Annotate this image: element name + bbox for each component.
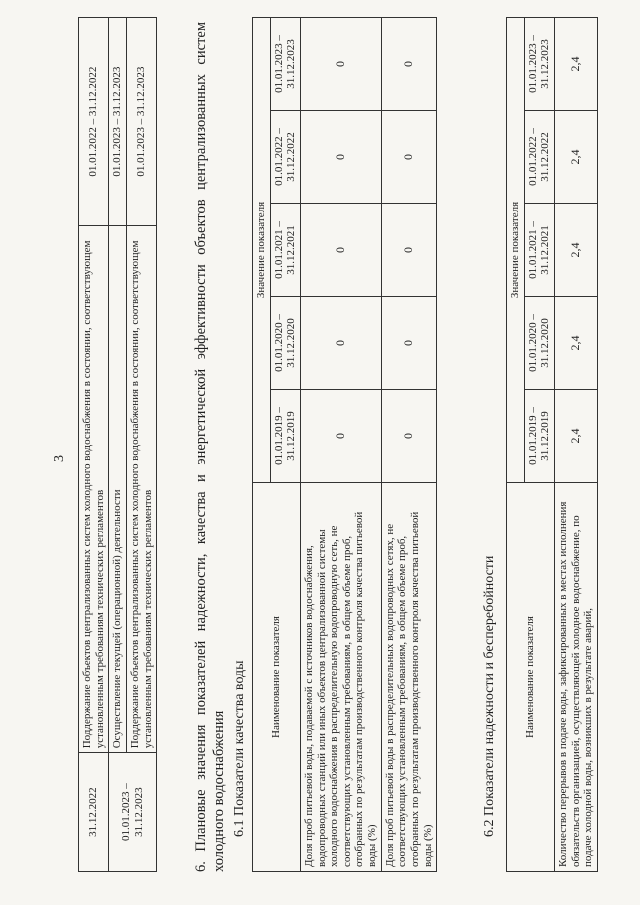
- value-cell: 0: [381, 297, 437, 390]
- page-number: 3: [52, 455, 67, 462]
- measure-cell: Поддержание объектов централизованных систем холодного водоснабжения в состоянии, соответствующем установленным требованиям технических регламентов: [79, 226, 109, 753]
- period-header: 01.01.2019 – 31.12.2019: [524, 390, 554, 483]
- period-header: 01.01.2021 – 31.12.2021: [524, 204, 554, 297]
- dates-cell: 01.01.2022 – 31.12.2022: [79, 18, 109, 226]
- value-cell: 2,4: [554, 390, 597, 483]
- measure-cell: Осуществление текущей (операционной) деятельности: [109, 226, 127, 753]
- value-cell: 0: [300, 297, 381, 390]
- subsection-heading: 6.1 Показатели качества воды: [232, 660, 247, 837]
- value-cell: 2,4: [554, 297, 597, 390]
- dates-cell: 01.01.2023 – 31.12.2023: [126, 18, 156, 226]
- indicator-name: Доля проб питьевой воды, подаваемой с источников водоснабжения, водопроводных станций или иных объектов централизованной системы холодного водоснабжения в распределительную водопроводную сеть, не соответствующих установленным требованиям, в общем объеме проб, отобранных по результатам производственного контроля качества питьевой воды (%): [300, 483, 381, 872]
- period-cell: 31.12.2022: [79, 753, 109, 872]
- dates-cell: 01.01.2023 – 31.12.2023: [109, 18, 127, 226]
- period-header: 01.01.2022 – 31.12.2022: [524, 111, 554, 204]
- col-name-header: Наименование показателя: [253, 483, 301, 872]
- table-row: [300, 18, 381, 872]
- value-cell: 0: [300, 204, 381, 297]
- value-cell: 0: [381, 111, 437, 204]
- value-cell: 0: [300, 18, 381, 111]
- period-header: 01.01.2019 – 31.12.2019: [270, 390, 300, 483]
- subsection-heading: 6.2 Показатели надежности и бесперебойности: [482, 555, 497, 837]
- indicator-name: Количество перерывов в подаче воды, зафиксированных в местах исполнения обязательств организацией, осуществляющей холодное водоснабжение, по подаче холодной воды, возникших в результате аварий,: [554, 483, 597, 872]
- value-cell: 0: [381, 18, 437, 111]
- section-heading: 6. Плановые значения показателей надежности, качества и энергетической эффективности объектов централизованных систем холодного водоснабжения: [193, 22, 228, 872]
- value-cell: 2,4: [554, 111, 597, 204]
- top-table: [78, 17, 157, 872]
- indicator-name: Доля проб питьевой воды в распределительных водопроводных сетях, не соответствующих установленным требованиям, в общем объеме проб, отобранных по результатам производственного контроля качества питьевой воды (%): [381, 483, 437, 872]
- period-header: 01.01.2022 – 31.12.2022: [270, 111, 300, 204]
- table-header-row: [253, 18, 271, 872]
- reliability-table: [506, 17, 598, 872]
- period-header: 01.01.2020 – 31.12.2020: [270, 297, 300, 390]
- table-row: [109, 18, 127, 872]
- period-header: 01.01.2023 – 31.12.2023: [270, 18, 300, 111]
- period-header: 01.01.2021 – 31.12.2021: [270, 204, 300, 297]
- col-values-header: Значение показателя: [253, 18, 271, 483]
- table-row: [126, 18, 156, 872]
- col-name-header: Наименование показателя: [507, 483, 555, 872]
- table-header-row: [507, 18, 525, 872]
- value-cell: 0: [300, 111, 381, 204]
- value-cell: 2,4: [554, 204, 597, 297]
- period-header: 01.01.2020 – 31.12.2020: [524, 297, 554, 390]
- table-row: [79, 18, 109, 872]
- value-cell: 0: [381, 204, 437, 297]
- value-cell: 0: [300, 390, 381, 483]
- col-values-header: Значение показателя: [507, 18, 525, 483]
- period-header: 01.01.2023 – 31.12.2023: [524, 18, 554, 111]
- measure-cell: Поддержание объектов централизованных систем холодного водоснабжения в состоянии, соответствующем установленным требованиям технических регламентов: [126, 226, 156, 753]
- quality-table: [252, 17, 437, 872]
- period-cell: 01.01.2023 – 31.12.2023: [109, 753, 157, 872]
- value-cell: 0: [381, 390, 437, 483]
- table-row: [554, 18, 597, 872]
- rotated-content: [40, 22, 600, 882]
- value-cell: 2,4: [554, 18, 597, 111]
- table-row: [381, 18, 437, 872]
